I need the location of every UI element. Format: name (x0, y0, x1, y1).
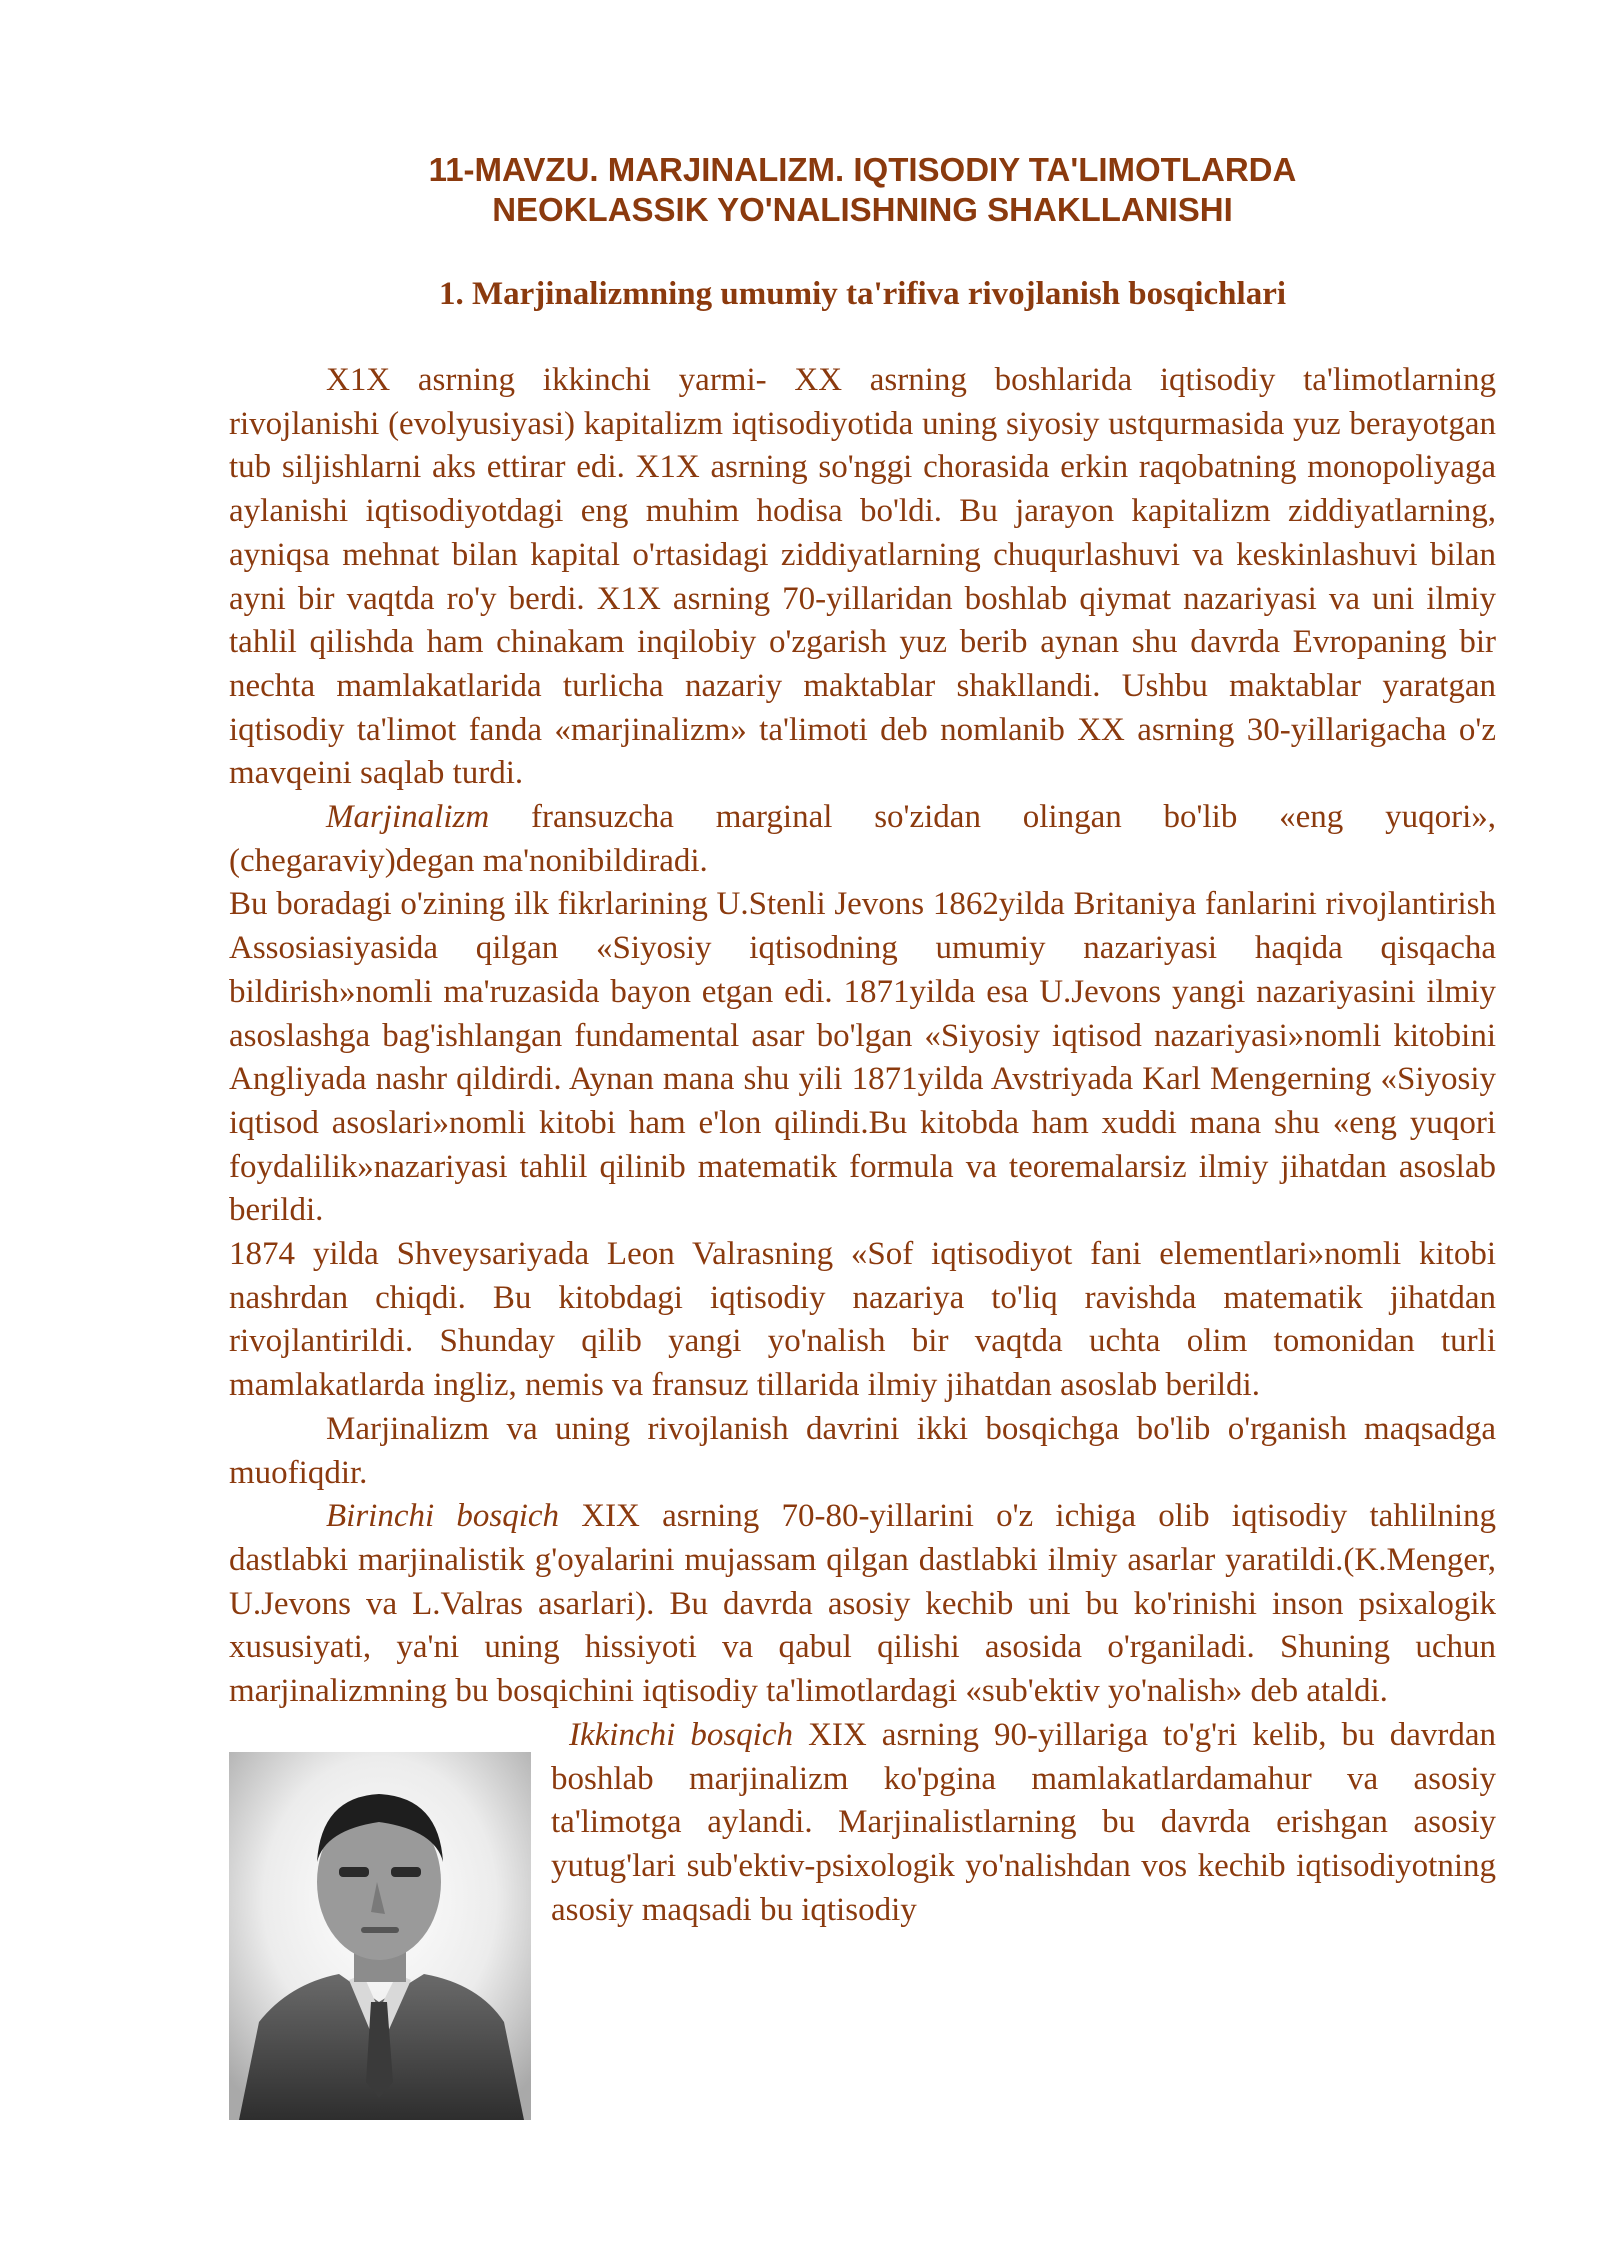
paragraph-4: 1874 yilda Shveysariyada Leon Valrasning «Sof iqtisodiyot fani elementlari»nomli kitobi nashrdan chiqdi. Bu kitobdagi iqtisodiy nazariya to'liq ravishda matematik jihatdan rivojlantirildi. Shunday qilib yangi yo'nalish bir vaqtda uchta olim tomonidan turli mamlakatlarda ingliz, nemis va fransuz tillarida ilmiy jihatdan asoslab berildi. (229, 1236, 1496, 1404)
paragraph-3: Bu boradagi o'zining ilk fikrlarining U.Stenli Jevons 1862yilda Britaniya fanlarini rivojlantirish Assosiasiyasida qilgan «Siyosiy iqtisodning umumiy nazariyasi haqida qisqacha bildirish»nomli ma'ruzasida bayon etgan edi. 1871yilda esa U.Jevons yangi nazariyasini ilmiy asoslashga bag'ishlangan fundamental asar bo'lgan «Siyosiy iqtisod nazariyasi»nomli kitobini Angliyada nashr qildirdi. Aynan mana shu yili 1871yilda Avstriyada Karl Mengerning «Siyosiy iqtisod asoslari»nomli kitobi ham e'lon qilindi.Bu kitobda ham xuddi mana shu «eng yuqori foydalilik»nazariyasi tahlil qilinib matematik formula va teoremalarsiz ilmiy jihatdan asoslab berildi. (229, 886, 1496, 1229)
paragraph-7-text: XIX asrning 90-yillariga to'g'ri kelib, bu davrdan boshlab marjinalizm ko'pgina mamlakatlardamahur va asosiy ta'limotga aylandi. Marjinalistlarning bu davrda erishgan asosiy yutug'lari sub'ektiv-psixologik yo'nalishdan vos kechib iqtisodiyotning asosiy maqsadi bu iqtisodiy (551, 1716, 1496, 1928)
portrait-image (229, 1752, 531, 2120)
document-body (229, 150, 1496, 2120)
paragraph-1: X1X asrning ikkinchi yarmi- XX asrning boshlarida iqtisodiy ta'limotlarning rivojlanishi (evolyusiyasi) kapitalizm iqtisodiyotida uning siyosiy ustqurmasida yuz berayotgan tub siljishlarni aks ettirar edi. X1X asrning so'nggi chorasida erkin raqobatning monopoliyaga aylanishi iqtisodiyotdagi eng muhim hodisa bo'ldi. Bu jarayon kapitalizm ziddiyatlarning, ayniqsa mehnat bilan kapital o'rtasidagi ziddiyatlarning chuqurlashuvi va keskinlashuvi bilan ayni bir vaqtda ro'y berdi. X1X asrning 70-yillaridan boshlab qiymat nazariyasi va uni ilmiy tahlil qilishda ham chinakam inqilobiy o'zgarish yuz berib aynan shu davrda Evropaning bir nechta mamlakatlarida turlicha nazariy maktablar shakllandi. Ushbu maktablar yaratgan iqtisodiy ta'limot fanda «marjinalizm» ta'limoti deb nomlanib XX asrning 30-yillarigacha o'z mavqeini saqlab turdi. (229, 362, 1496, 792)
paragraph-6 (229, 1495, 1496, 1714)
term-ikkinchi-bosqich: Ikkinchi bosqich (569, 1716, 793, 1753)
page-title (229, 150, 1496, 230)
paragraph-2 (229, 796, 1496, 883)
title-line-2: NEOKLASSIK YO'NALISHNING SHAKLLANISHI (492, 191, 1233, 228)
portrait-photo (229, 1752, 531, 2120)
paragraph-2-text: fransuzcha marginal so'zidan olingan bo'lib «eng yuqori», (chegaraviy)degan ma'nonibildiradi. (229, 799, 1496, 879)
paragraph-6-text: XIX asrning 70-80-yillarini o'z ichiga olib iqtisodiy tahlilning dastlabki marjinalistik g'oyalarini mujassam qilgan dastlabki ilmiy asarlar yaratildi.(K.Menger, U.Jevons va L.Valras asarlari). Bu davrda asosiy kechib uni bu ko'rinishi inson psixalogik xususiyati, ya'ni uning hissiyoti va qabul qilishi asosida o'rganiladi. Shuning uchun marjinalizmning bu bosqichini iqtisodiy ta'limotlardagi «sub'ektiv yo'nalish» deb ataldi. (229, 1498, 1497, 1710)
term-marjinalizm: Marjinalizm (326, 799, 490, 836)
title-line-1: 11-MAVZU. MARJINALIZM. IQTISODIY TA'LIMOTLARDA (428, 151, 1297, 188)
section-heading: 1. Marjinalizmning umumiy ta'rifiva rivojlanish bosqichlari (438, 276, 1287, 312)
term-birinchi-bosqich: Birinchi bosqich (326, 1498, 560, 1535)
paragraph-5: Marjinalizm va uning rivojlanish davrini ikki bosqichga bo'lib o'rganish maqsadga muofiqdir. (229, 1410, 1496, 1491)
